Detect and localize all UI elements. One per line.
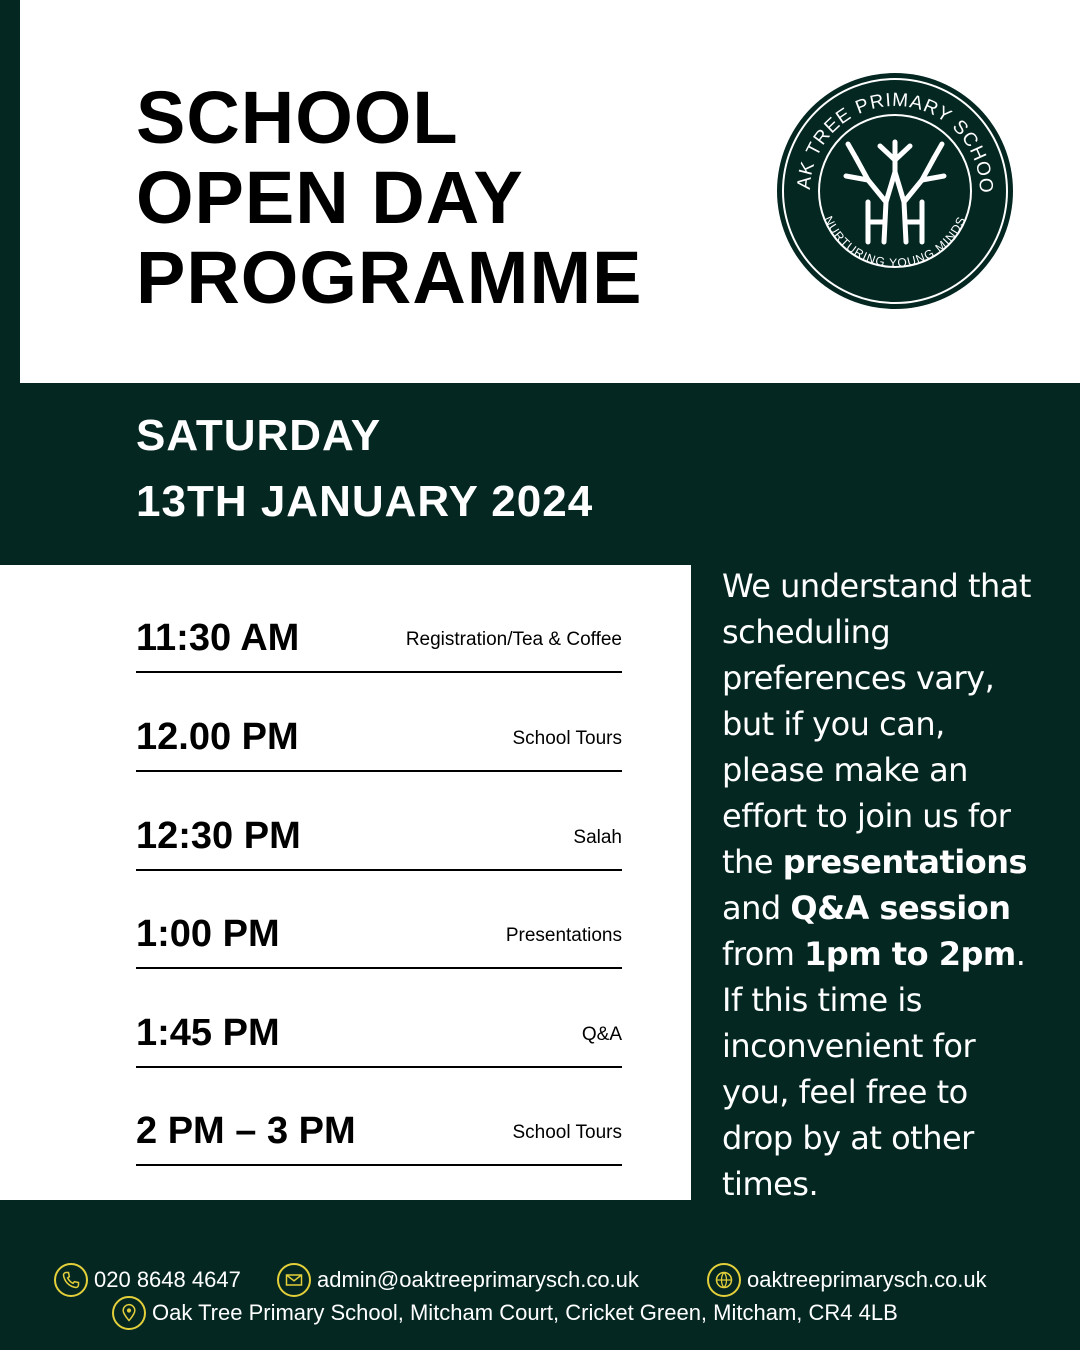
schedule-time: 12:30 PM — [136, 815, 301, 857]
schedule-row — [136, 672, 622, 772]
schedule-activity: Salah — [573, 827, 622, 848]
address-text: Oak Tree Primary School, Mitcham Court, Cricket Green, Mitcham, CR4 4LB — [152, 1300, 898, 1325]
schedule-time: 11:30 AM — [136, 617, 300, 659]
logo-tagline-text: NURTURING YOUNG MINDS — [821, 213, 969, 270]
globe-icon — [707, 1263, 741, 1297]
phone-number: 020 8648 4647 — [94, 1267, 241, 1292]
schedule-row — [136, 1066, 622, 1166]
event-day: SATURDAY — [136, 411, 382, 460]
event-date — [136, 408, 593, 530]
event-full-date: 13TH JANUARY 2024 — [136, 477, 594, 526]
location-pin-icon — [112, 1296, 146, 1330]
phone-icon — [54, 1263, 88, 1297]
schedule-time: 2 PM – 3 PM — [136, 1110, 356, 1152]
blurb-bold-qa: Q&A session — [790, 889, 1011, 927]
schedule-row — [136, 573, 622, 673]
blurb-text-2: and — [722, 889, 791, 927]
schedule-activity: Presentations — [505, 925, 622, 946]
schedule-activity: School Tours — [512, 728, 622, 749]
title-line-2: OPEN DAY — [136, 156, 524, 239]
contact-email[interactable] — [277, 1263, 639, 1297]
title-line-3: PROGRAMME — [136, 236, 643, 319]
envelope-icon — [277, 1263, 311, 1297]
contact-address — [112, 1296, 898, 1330]
logo-name-text: AK TREE PRIMARY SCHOO — [793, 89, 997, 195]
schedule-activity: School Tours — [512, 1122, 622, 1143]
schedule-time: 1:45 PM — [136, 1012, 280, 1054]
blurb-text-4: . If this time is inconvenient for you, feel free to drop by at other times. — [722, 935, 1026, 1203]
schedule-activity: Q&A — [581, 1024, 622, 1045]
blurb-text-1: We understand that scheduling preferences vary, but if you can, please make an effort to join us for the — [722, 567, 1031, 881]
blurb-text-3: from — [722, 935, 805, 973]
schedule-row — [136, 869, 622, 969]
email-address: admin@oaktreeprimarysch.co.uk — [317, 1267, 639, 1292]
info-paragraph — [722, 563, 1042, 1207]
school-logo — [776, 72, 1014, 310]
blurb-bold-presentations: presentations — [782, 843, 1028, 881]
contact-website[interactable] — [707, 1263, 987, 1297]
schedule-row — [136, 968, 622, 1068]
title-line-1: SCHOOL — [136, 76, 459, 159]
contact-phone[interactable] — [54, 1263, 241, 1297]
blurb-bold-time: 1pm to 2pm — [804, 935, 1016, 973]
schedule-row — [136, 771, 622, 871]
schedule-activity: Registration/Tea & Coffee — [405, 629, 622, 650]
page-title — [136, 78, 642, 318]
schedule-time: 1:00 PM — [136, 913, 280, 955]
schedule-time: 12.00 PM — [136, 716, 299, 758]
website-url: oaktreeprimarysch.co.uk — [747, 1267, 987, 1292]
